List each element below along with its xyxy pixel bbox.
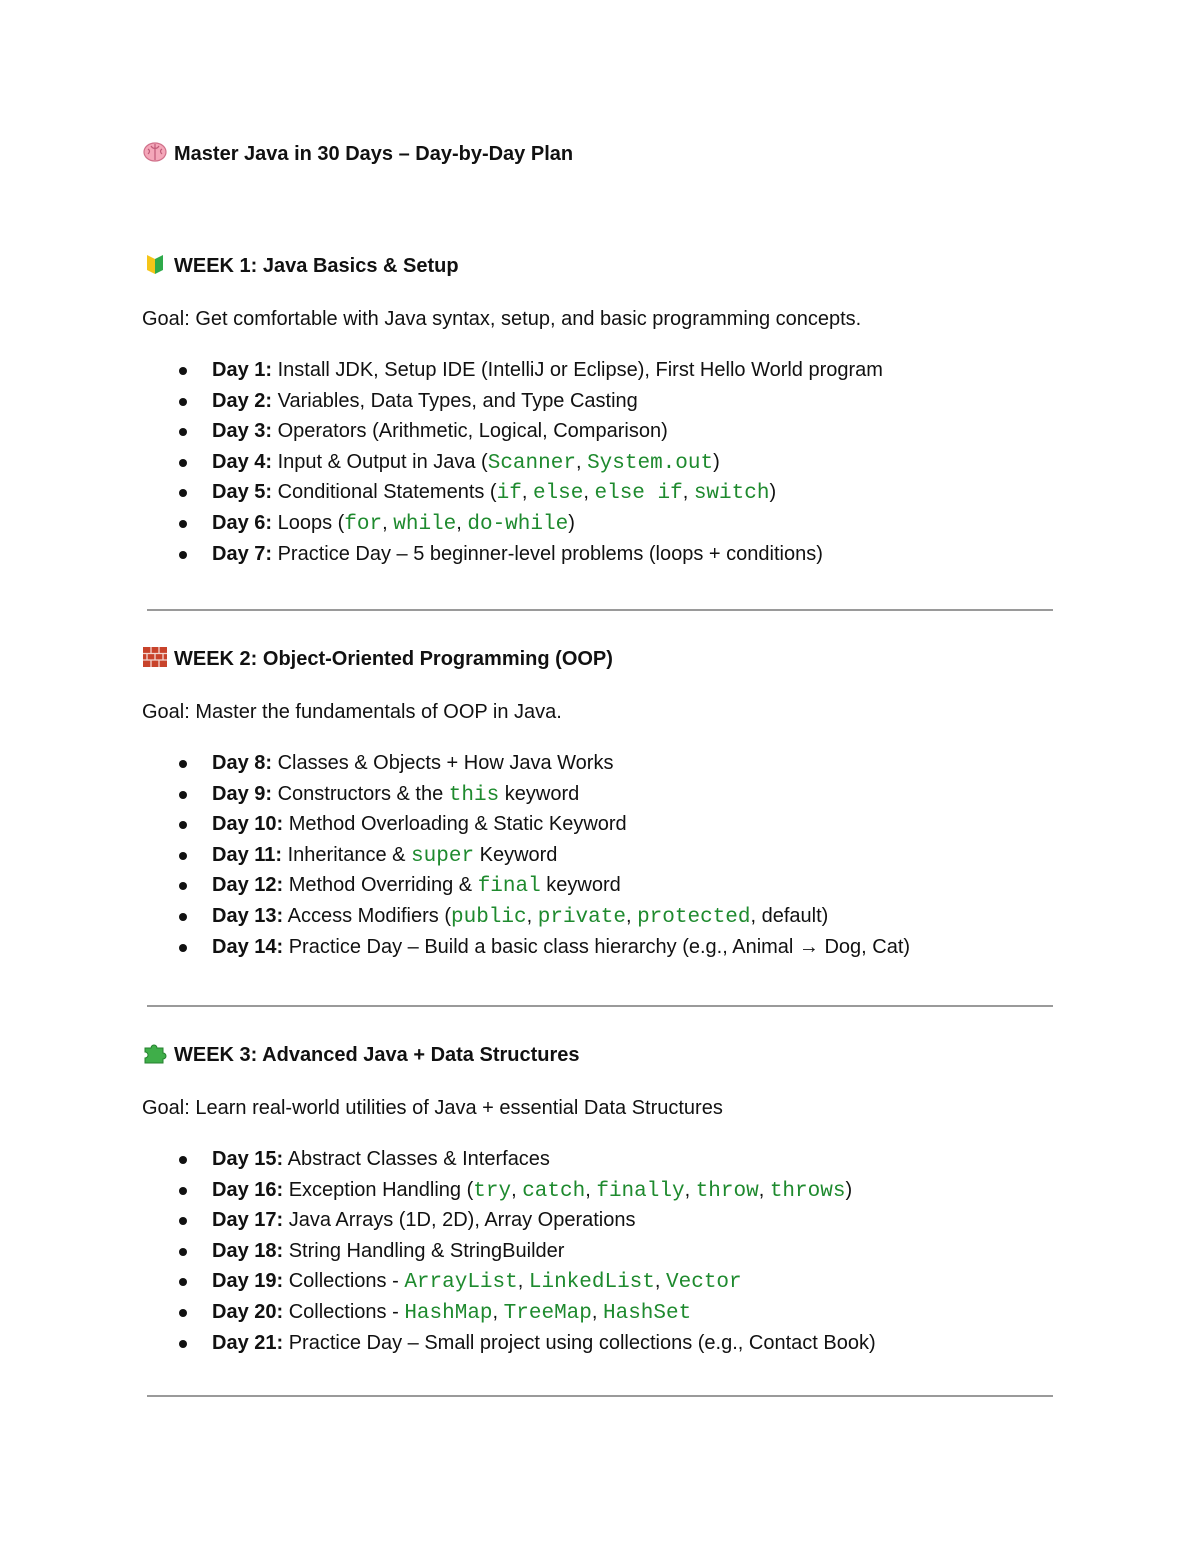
day-text: Collections - xyxy=(283,1300,405,1323)
code-keyword: public xyxy=(450,905,527,929)
day-text: , xyxy=(575,450,588,473)
day-label: Day 17: xyxy=(212,1209,284,1232)
day-label: Day 1: xyxy=(212,359,273,381)
day-item xyxy=(142,477,1062,508)
day-text: , xyxy=(682,481,694,504)
puzzle-icon xyxy=(142,1042,168,1064)
day-text: Exception Handling ( xyxy=(283,1178,474,1201)
day-label: Day 20: xyxy=(212,1300,284,1323)
code-keyword: HashSet xyxy=(603,1301,692,1325)
day-item xyxy=(142,1328,1062,1359)
week-3-day-list xyxy=(142,1144,1062,1358)
section-divider xyxy=(147,1395,1053,1397)
day-label: Day 11: xyxy=(212,843,283,866)
day-text: Classes & Objects + How Java Works xyxy=(272,752,614,774)
code-keyword: switch xyxy=(693,482,770,506)
day-item xyxy=(142,539,1062,570)
code-keyword: TreeMap xyxy=(503,1301,592,1325)
day-text: , xyxy=(456,511,468,534)
day-text: Method Overriding & xyxy=(283,874,478,897)
day-item xyxy=(142,932,1062,963)
day-text: , xyxy=(583,481,595,504)
day-label: Day 19: xyxy=(212,1270,284,1293)
code-keyword: finally xyxy=(596,1179,685,1203)
day-item xyxy=(142,1175,1062,1206)
week-1-heading: WEEK 1: Java Basics & Setup xyxy=(142,251,1062,281)
day-item xyxy=(142,748,1062,779)
day-item xyxy=(142,1266,1062,1297)
day-label: Day 16: xyxy=(212,1178,284,1201)
code-keyword: private xyxy=(537,905,626,929)
day-item xyxy=(142,386,1062,417)
code-keyword: try xyxy=(473,1179,512,1203)
day-item xyxy=(142,1144,1062,1175)
section-divider xyxy=(147,1005,1053,1007)
day-text: keyword xyxy=(540,874,621,897)
day-label: Day 7: xyxy=(212,542,273,565)
day-item xyxy=(142,447,1062,478)
day-text: keyword xyxy=(499,782,580,805)
day-text: , xyxy=(511,1178,523,1201)
day-text: Constructors & the xyxy=(272,782,449,805)
code-keyword: do-while xyxy=(467,512,569,536)
day-text: , default) xyxy=(750,904,829,927)
day-label: Day 12: xyxy=(212,874,284,897)
day-text: , xyxy=(492,1300,504,1323)
day-text: Method Overloading & Static Keyword xyxy=(283,813,627,836)
code-keyword: throw xyxy=(695,1179,759,1203)
day-text: Access Modifiers ( xyxy=(283,904,451,927)
day-item xyxy=(142,870,1062,901)
day-item xyxy=(142,1205,1062,1236)
day-label: Day 2: xyxy=(212,389,273,412)
day-label: Day 10: xyxy=(212,813,284,836)
day-item xyxy=(142,840,1062,871)
section-divider xyxy=(147,609,1053,611)
day-text: ) xyxy=(568,511,575,534)
week-3-heading: WEEK 3: Advanced Java + Data Structures xyxy=(142,1040,1062,1070)
day-text: Conditional Statements ( xyxy=(272,481,497,504)
code-keyword: catch xyxy=(522,1179,586,1203)
day-item xyxy=(142,779,1062,810)
code-keyword: super xyxy=(411,844,475,868)
week-1-goal: Goal: Get comfortable with Java syntax, setup, and basic programming concepts. xyxy=(142,308,862,330)
code-keyword: LinkedList xyxy=(528,1271,655,1295)
day-item xyxy=(142,416,1062,447)
code-keyword: throws xyxy=(769,1179,846,1203)
code-keyword: System.out xyxy=(587,451,714,475)
day-label: Day 21: xyxy=(212,1331,284,1354)
week-3-section xyxy=(142,1040,1062,1358)
day-text: Input & Output in Java ( xyxy=(272,450,488,473)
day-text: , xyxy=(585,1178,597,1201)
day-text: , xyxy=(517,1270,529,1293)
day-text: Keyword xyxy=(474,843,558,866)
day-text: ) xyxy=(769,481,777,504)
day-text: Practice Day – 5 beginner-level problems (loops + conditions) xyxy=(272,542,823,565)
brick-icon xyxy=(142,646,168,668)
week-1-day-list xyxy=(142,355,1062,569)
day-label: Day 4: xyxy=(212,450,273,473)
code-keyword: for xyxy=(344,512,383,536)
day-label: Day 15: xyxy=(212,1148,284,1170)
day-item xyxy=(142,809,1062,840)
week-2-heading: WEEK 2: Object-Oriented Programming (OOP) xyxy=(142,644,1062,674)
day-text: ) xyxy=(845,1178,853,1201)
code-keyword: while xyxy=(393,512,457,536)
day-item xyxy=(142,901,1062,932)
day-label: Day 3: xyxy=(212,420,273,443)
day-label: Day 14: xyxy=(212,935,284,958)
day-label: Day 6: xyxy=(212,511,273,534)
day-item xyxy=(142,1297,1062,1328)
day-text: Abstract Classes & Interfaces xyxy=(283,1148,550,1170)
code-keyword: protected xyxy=(637,905,751,929)
day-label: Day 5: xyxy=(212,481,273,504)
day-text: Practice Day – Small project using collections (e.g., Contact Book) xyxy=(283,1331,876,1354)
day-text: , xyxy=(654,1270,667,1293)
day-text: Inheritance & xyxy=(282,843,412,866)
day-text: Variables, Data Types, and Type Casting xyxy=(272,389,638,412)
day-label: Day 13: xyxy=(212,904,284,927)
day-text: Loops ( xyxy=(272,511,345,534)
day-text: ) xyxy=(713,450,720,473)
day-text: , xyxy=(625,904,638,927)
week-1-section xyxy=(142,251,1062,569)
day-text: , xyxy=(591,1300,603,1323)
week-2-day-list xyxy=(142,748,1062,962)
day-text: Operators (Arithmetic, Logical, Comparison) xyxy=(272,420,668,443)
day-text: Collections - xyxy=(283,1270,405,1293)
code-keyword: final xyxy=(477,875,541,899)
code-keyword: HashMap xyxy=(404,1301,493,1325)
day-label: Day 9: xyxy=(212,782,273,805)
code-keyword: this xyxy=(448,783,500,807)
week-3-goal: Goal: Learn real-world utilities of Java + essential Data Structures xyxy=(142,1097,723,1119)
day-text: Install JDK, Setup IDE (IntelliJ or Eclipse), First Hello World program xyxy=(272,359,883,381)
day-text: , xyxy=(521,481,533,504)
week-2-goal: Goal: Master the fundamentals of OOP in Java. xyxy=(142,701,562,723)
day-item xyxy=(142,1236,1062,1267)
day-text: , xyxy=(758,1178,770,1201)
code-keyword: ArrayList xyxy=(404,1271,518,1295)
code-keyword: else if xyxy=(594,482,683,506)
code-keyword: Scanner xyxy=(487,451,576,475)
day-item xyxy=(142,355,1062,386)
day-label: Day 8: xyxy=(212,752,273,774)
day-text: String Handling & StringBuilder xyxy=(283,1239,565,1262)
day-text: , xyxy=(382,511,394,534)
day-text: Practice Day – Build a basic class hierarchy (e.g., Animal → Dog, Cat) xyxy=(283,935,911,958)
code-keyword: if xyxy=(496,482,522,506)
day-text: , xyxy=(526,904,538,927)
brain-icon xyxy=(142,141,168,163)
page-title-text: Master Java in 30 Days – Day-by-Day Plan xyxy=(174,143,574,165)
week-2-section xyxy=(142,644,1062,962)
day-text: , xyxy=(684,1178,696,1201)
day-item xyxy=(142,508,1062,539)
code-keyword: Vector xyxy=(666,1271,742,1295)
beginner-badge-icon xyxy=(142,253,168,275)
day-text: Java Arrays (1D, 2D), Array Operations xyxy=(283,1209,636,1232)
day-label: Day 18: xyxy=(212,1239,284,1262)
page-title xyxy=(142,141,573,166)
code-keyword: else xyxy=(532,482,584,506)
